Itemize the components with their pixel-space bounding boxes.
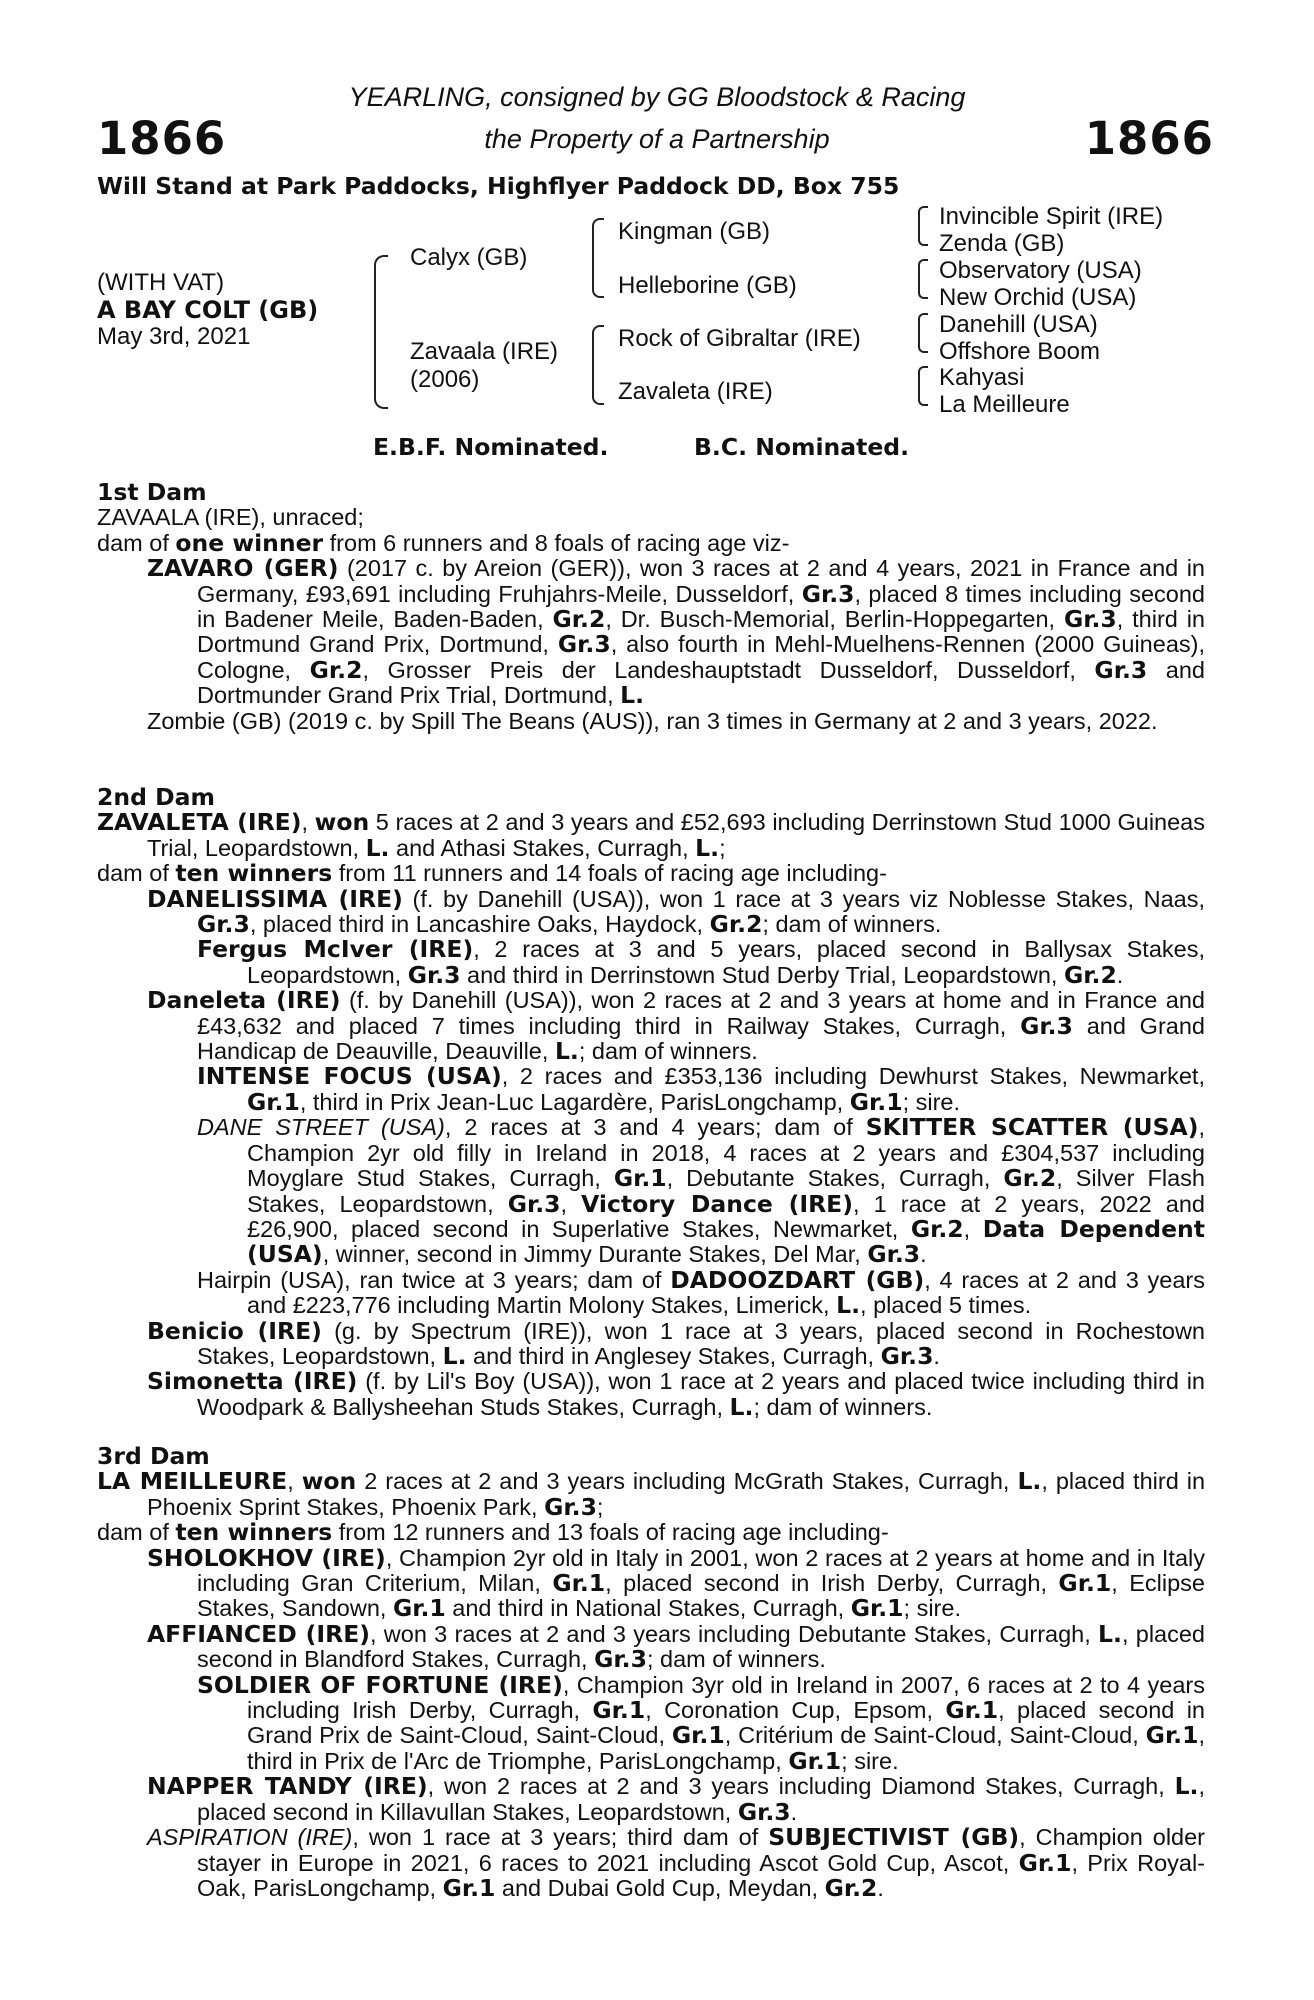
ebf-nomination: E.B.F. Nominated. <box>373 433 609 461</box>
produce-daneleta: Daneleta (IRE) (f. by Danehill (USA)), won 2 races at 2 and 3 years at home and in France and £43,632 and placed 7 times including third in Railway Stakes, Curragh, Gr.3 and Grand Handicap de Deauville, Deauville, L.; dam of winners. <box>147 986 1205 1066</box>
first-dam-produce: dam of one winner from 6 runners and 8 foals of racing age viz- <box>97 528 790 557</box>
first-dam-section <box>97 480 1205 734</box>
gen3-5: Danehill (USA) <box>939 311 1098 338</box>
gen3-6: Offshore Boom <box>939 338 1100 365</box>
lot-number-left: 1866 <box>97 112 227 165</box>
dam-sire: Rock of Gibraltar (IRE) <box>618 325 861 352</box>
property-line: the Property of a Partnership <box>484 124 830 154</box>
produce-simonetta: Simonetta (IRE) (f. by Lil's Boy (USA)), won 1 race at 2 years and placed twice including third in Woodpark & Ballysheehan Studs Stakes, Curragh, L.; dam of winners. <box>147 1367 1205 1421</box>
brace-g3 <box>918 313 928 353</box>
second-dam-produce: dam of ten winners from 11 runners and 14 foals of racing age including- <box>97 859 887 888</box>
sire-dam: Helleborine (GB) <box>618 272 797 299</box>
produce-benicio: Benicio (IRE) (g. by Spectrum (IRE)), won 1 race at 3 years, placed second in Rochestown Stakes, Leopardstown, L. and third in Anglesey Stakes, Curragh, Gr.3. <box>147 1316 1205 1370</box>
dam-dam: Zavaleta (IRE) <box>618 378 773 405</box>
foaling-date: May 3rd, 2021 <box>97 323 251 350</box>
produce-hairpin: Hairpin (USA), ran twice at 3 years; dam of DADOOZDART (GB), 4 races at 2 and 3 years and £223,776 including Martin Molony Stakes, Limerick, L., placed 5 times. <box>197 1265 1205 1320</box>
produce-danelissima: DANELISSIMA (IRE) (f. by Danehill (USA)), won 1 race at 3 years viz Noblesse Stakes, Naas, Gr.3, placed third in Lancashire Oaks, Haydock, Gr.2; dam of winners. <box>147 884 1205 939</box>
horse-name: A BAY COLT (GB) <box>97 296 319 324</box>
gen3-1: Invincible Spirit (IRE) <box>939 203 1164 230</box>
produce-soldier-of-fortune: SOLDIER OF FORTUNE (IRE), Champion 3yr old in Ireland in 2007, 6 races at 2 to 4 years including Irish Derby, Curragh, Gr.1, Coronation Cup, Epsom, Gr.1, placed second in Grand Prix de Saint-Cloud, Saint-Cloud, Gr.1, Critérium de Saint-Cloud, Saint-Cloud, Gr.1, third in Prix de l'Arc de Triomphe, ParisLongchamp, Gr.1; sire. <box>197 1670 1205 1775</box>
produce-zavaro: ZAVARO (GER) (2017 c. by Areion (GER)), won 3 races at 2 and 4 years, 2021 in France and in Germany, £93,691 including Fruhjahrs-Meile, Dusseldorf, Gr.3, placed 8 times including second in Badener Meile, Baden-Baden, Gr.2, Dr. Busch-Memorial, Berlin-Hoppegarten, Gr.3, third in Dortmund Grand Prix, Dortmund, Gr.3, also fourth in Mehl-Muelhens-Rennen (2000 Guineas), Cologne, Gr.2, Grosser Preis der Landeshauptstadt Dusseldorf, Dusseldorf, Gr.3 and Dortmunder Grand Prix Trial, Dortmund, L. <box>147 554 1205 710</box>
gen3-8: La Meilleure <box>939 391 1070 418</box>
dam: Zavaala (IRE) <box>410 338 559 365</box>
second-dam-section <box>97 785 1205 1420</box>
third-dam-section <box>97 1444 1205 1901</box>
brace-dam-parents <box>592 325 604 405</box>
consignor-line: YEARLING, consigned by GG Bloodstock & Racing <box>348 82 966 112</box>
brace-sire-parents <box>592 218 604 298</box>
brace-parents <box>374 255 388 409</box>
lot-number-right: 1866 <box>1084 112 1214 165</box>
produce-fergus-mciver: Fergus McIver (IRE), 2 races at 3 and 5 years, placed second in Ballysax Stakes, Leopardstown, Gr.3 and third in Derrinstown Stud Derby Trial, Leopardstown, Gr.2. <box>197 935 1205 989</box>
second-dam-heading: 2nd Dam <box>97 783 215 811</box>
produce-aspiration: ASPIRATION (IRE), won 1 race at 3 years; third dam of SUBJECTIVIST (GB), Champion older stayer in Europe in 2021, 6 races to 2021 including Ascot Gold Cup, Ascot, Gr.1, Prix Royal-Oak, ParisLongchamp, Gr.1 and Dubai Gold Cup, Meydan, Gr.2. <box>147 1823 1206 1902</box>
brace-g4 <box>918 366 928 406</box>
gen3-3: Observatory (USA) <box>939 257 1142 284</box>
produce-sholokhov: SHOLOKHOV (IRE), Champion 2yr old in Italy in 2001, won 2 races at 2 years at home and in Italy including Gran Criterium, Milan, Gr.1, placed second in Irish Derby, Curragh, Gr.1, Eclipse Stakes, Sandown, Gr.1 and third in National Stakes, Curragh, Gr.1; sire. <box>147 1543 1205 1623</box>
brace-g1 <box>918 206 928 246</box>
produce-affianced: AFFIANCED (IRE), won 3 races at 2 and 3 years including Debutante Stakes, Curragh, L., placed second in Blandford Stakes, Curragh, Gr.3; dam of winners. <box>147 1619 1205 1674</box>
dam-year: (2006) <box>410 366 480 393</box>
third-dam-heading: 3rd Dam <box>97 1442 210 1470</box>
gen3-7: Kahyasi <box>939 364 1025 391</box>
produce-intense-focus: INTENSE FOCUS (USA), 2 races and £353,136 including Dewhurst Stakes, Newmarket, Gr.1, third in Prix Jean-Luc Lagardère, ParisLongchamp, Gr.1; sire. <box>197 1062 1205 1116</box>
produce-zombie: Zombie (GB) (2019 c. by Spill The Beans (AUS)), ran 3 times in Germany at 2 and 3 years, 2022. <box>147 707 1158 734</box>
first-dam-heading: 1st Dam <box>97 478 207 506</box>
bc-nomination: B.C. Nominated. <box>694 433 910 461</box>
produce-dane-street: DANE STREET (USA), 2 races at 3 and 4 years; dam of SKITTER SCATTER (USA), Champion 2yr old filly in Ireland in 2018, 4 races at 2 years and £304,537 including Moyglare Stud Stakes, Curragh, Gr.1, Debutante Stakes, Curragh, Gr.2, Silver Flash Stakes, Leopardstown, Gr.3, Victory Dance (IRE), 1 race at 2 years, 2022 and £26,900, placed second in Superlative Stakes, Newmarket, Gr.2, Data Dependent (USA), winner, second in Jimmy Durante Stakes, Del Mar, Gr.3. <box>197 1113 1206 1269</box>
gen3-4: New Orchid (USA) <box>939 284 1137 311</box>
third-dam-produce: dam of ten winners from 12 runners and 13 foals of racing age including- <box>97 1518 889 1547</box>
first-dam-intro: ZAVAALA (IRE), unraced; <box>97 504 364 531</box>
stand-location: Will Stand at Park Paddocks, Highflyer Paddock DD, Box 755 <box>97 172 900 200</box>
vat-note: (WITH VAT) <box>97 269 225 296</box>
second-dam-intro: ZAVALETA (IRE), won 5 races at 2 and 3 years and £52,693 including Derrinstown Stud 1000 Guineas Trial, Leopardstown, L. and Athasi Stakes, Curragh, L.; <box>97 808 1206 862</box>
gen3-2: Zenda (GB) <box>939 230 1065 257</box>
sire-sire: Kingman (GB) <box>618 218 771 245</box>
brace-g2 <box>918 259 928 299</box>
sire: Calyx (GB) <box>410 244 528 271</box>
produce-napper-tandy: NAPPER TANDY (IRE), won 2 races at 2 and 3 years including Diamond Stakes, Curragh, L., placed second in Killavullan Stakes, Leopardstown, Gr.3. <box>147 1772 1205 1826</box>
third-dam-intro: LA MEILLEURE, won 2 races at 2 and 3 years including McGrath Stakes, Curragh, L., placed third in Phoenix Sprint Stakes, Phoenix Park, Gr.3; <box>97 1467 1206 1521</box>
